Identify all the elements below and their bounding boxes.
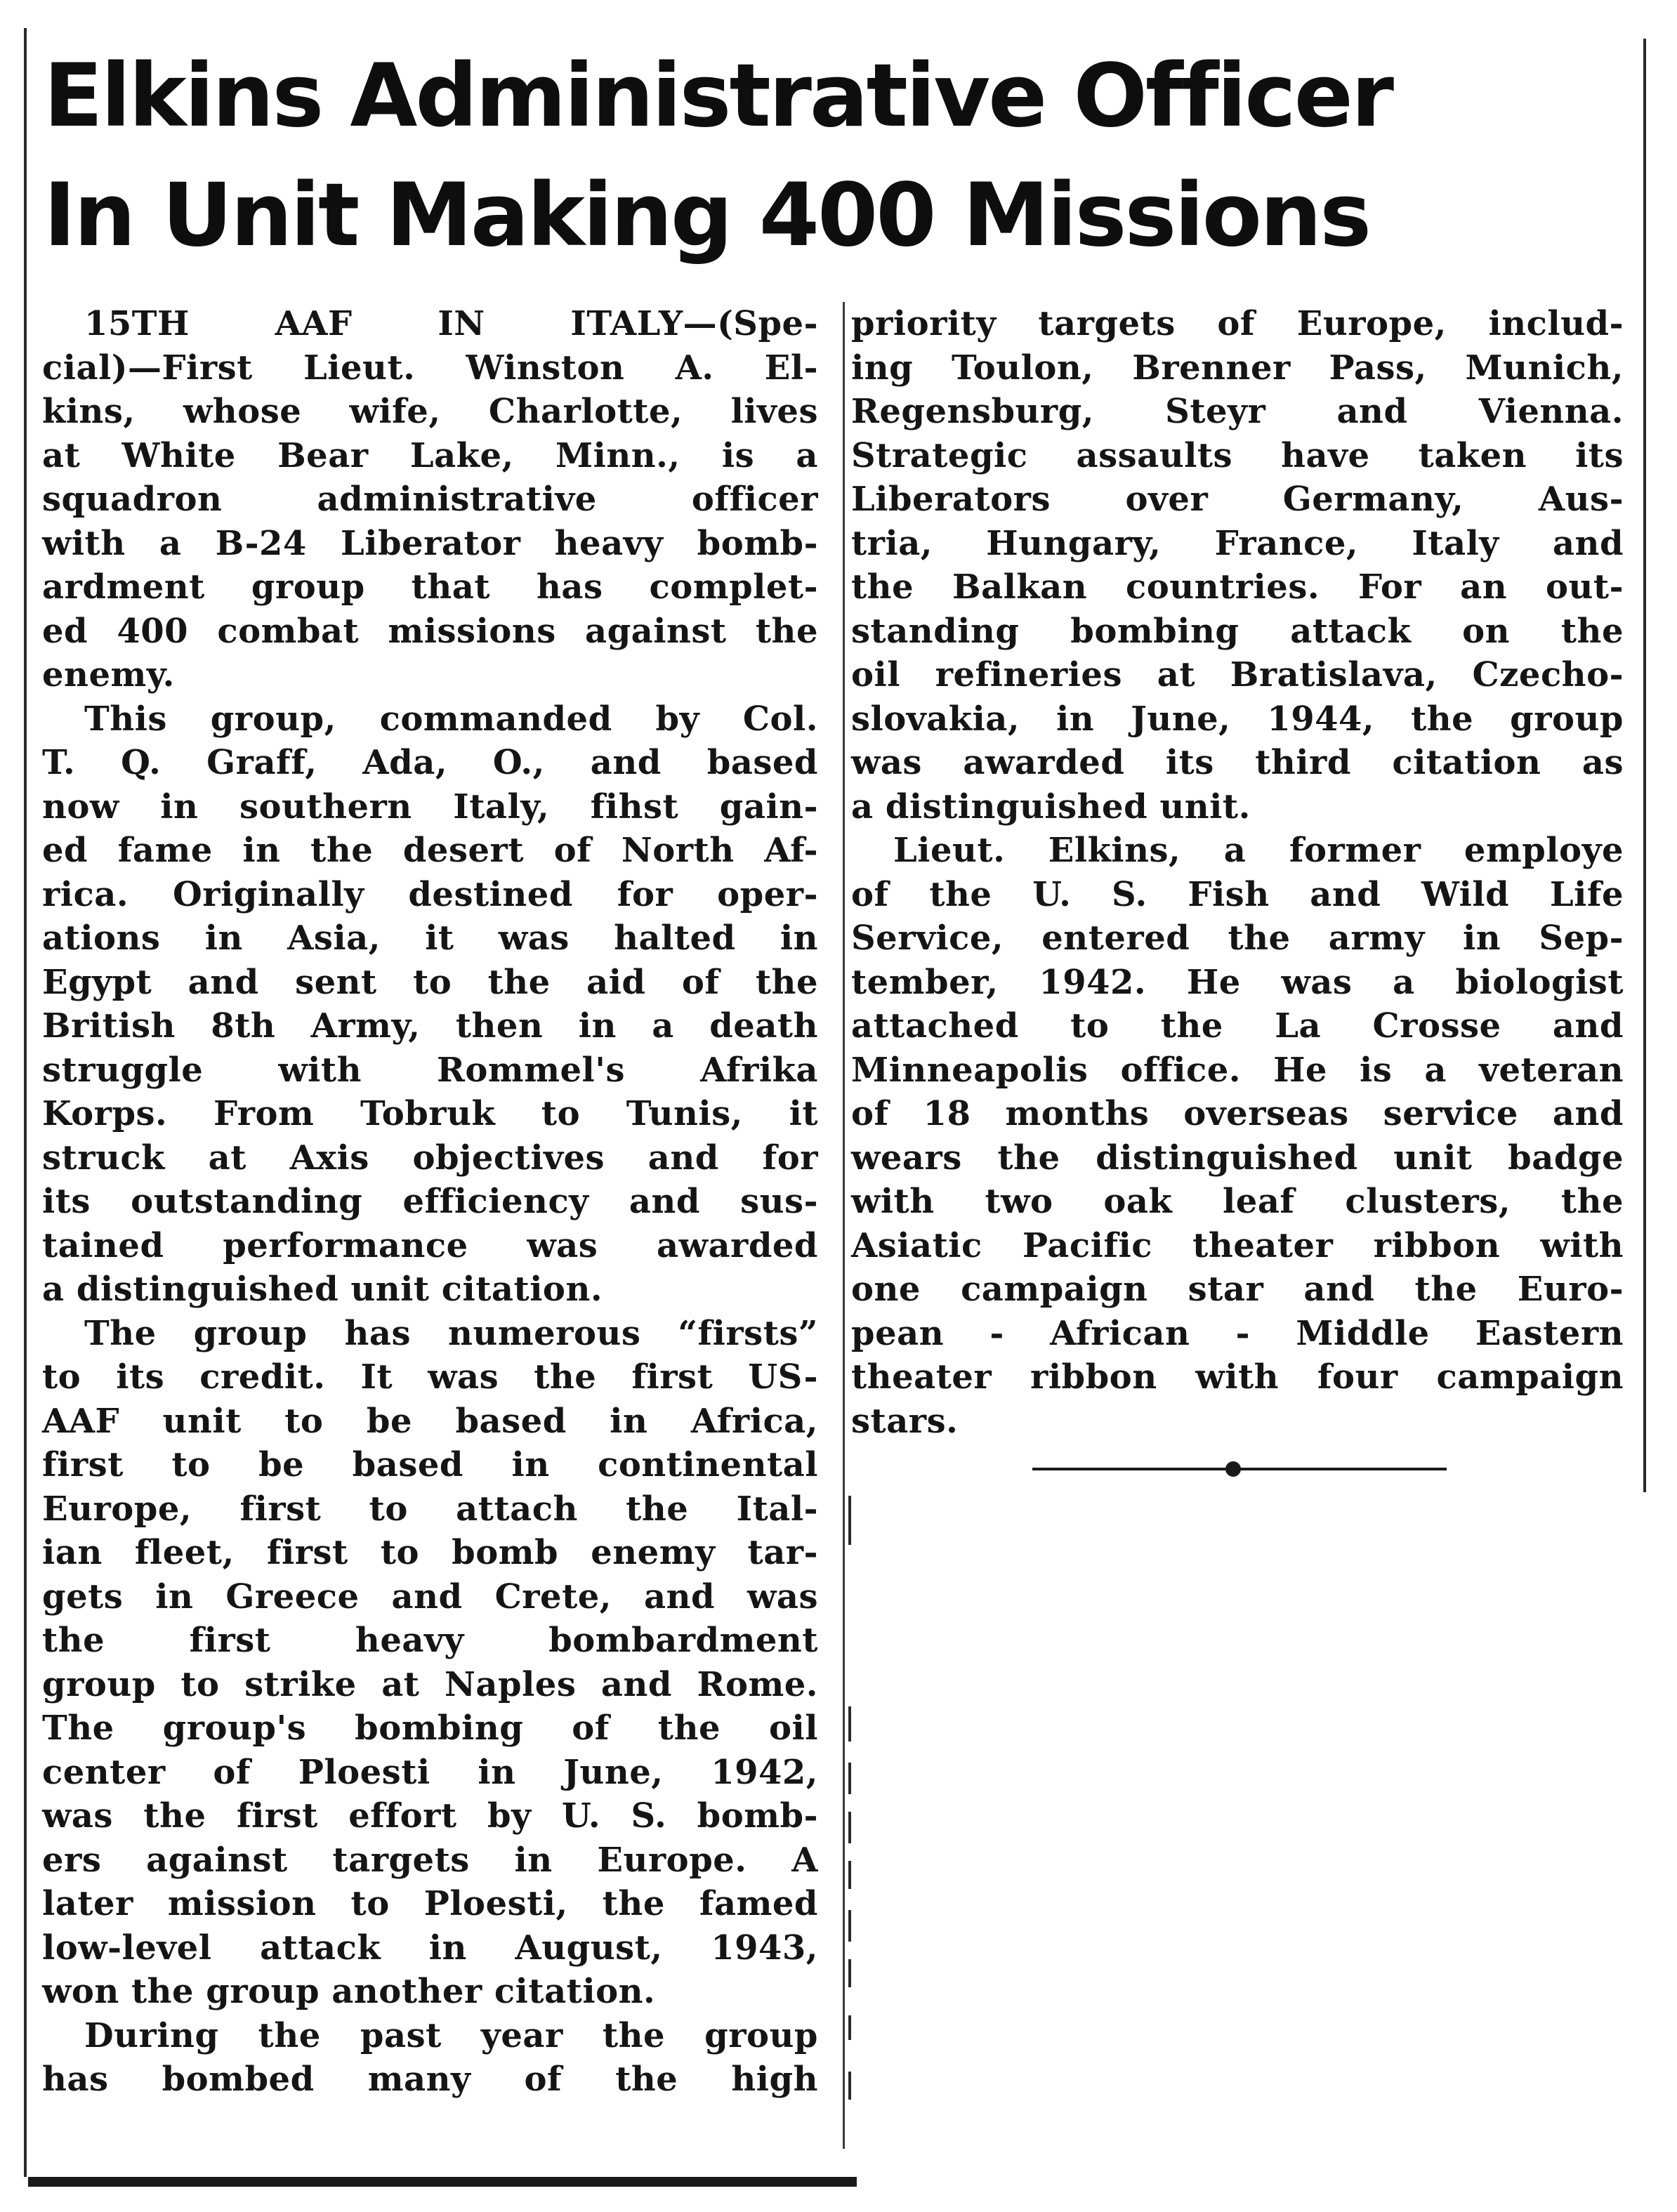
left-column-text-line: at White Bear Lake, Minn., is a [42, 435, 818, 475]
right-column-text-line: a distinguished unit. [851, 786, 1251, 827]
left-column-text-line: Korps. From Tobruk to Tunis, it [42, 1094, 818, 1133]
left-column-text-line: group to strike at Naples and Rome. [42, 1664, 818, 1704]
left-column-text-line: won the group another citation. [42, 1972, 656, 2011]
left-column-text-line: tained performance was awarded [42, 1225, 818, 1265]
left-column-text-line: T. Q. Graff, Ada, O., and based [42, 743, 818, 782]
adjacent-column-edge [848, 1496, 862, 2128]
right-column-text-line: was awarded its third citation as [851, 743, 1624, 782]
right-column-text-line: attached to the La Crosse and [851, 1006, 1624, 1046]
left-column-text-line: low-level attack in August, 1943, [42, 1928, 818, 1968]
left-column-text-line: ers against targets in Europe. A [42, 1840, 818, 1880]
left-column-text-line: Europe, first to attach the Ital- [42, 1489, 818, 1529]
left-column-text-line: has bombed many of the high [42, 2060, 818, 2099]
left-border-rule [24, 28, 27, 2177]
left-column-text-line: squadron administrative officer [42, 480, 818, 519]
left-column-text-line: later mission to Ploesti, the famed [42, 1884, 818, 1923]
left-column-text-line: 15TH AAF IN ITALY—(Spe- [84, 304, 818, 343]
left-column-text-line: center of Ploesti in June, 1942, [42, 1752, 818, 1792]
headline [44, 37, 1631, 275]
right-column-text-line: one campaign star and the Euro- [851, 1270, 1624, 1309]
headline-line-1: Elkins Administrative Officer [44, 46, 1393, 147]
right-column-text-line: Minneapolis office. He is a veteran [851, 1050, 1624, 1090]
left-column-text-line: its outstanding efficiency and sus- [42, 1182, 818, 1221]
article-column-left [42, 302, 818, 2102]
right-border-rule [1643, 39, 1646, 1492]
left-column-text-line: kins, whose wife, Charlotte, lives [42, 392, 818, 431]
left-column-text-line: gets in Greece and Crete, and was [42, 1576, 818, 1617]
left-column-text-line: ed 400 combat missions against the [42, 611, 818, 651]
right-column-text-line: ing Toulon, Brenner Pass, Munich, [851, 348, 1624, 388]
right-column-text-line: Liberators over Germany, Aus- [851, 480, 1624, 519]
left-column-text-line: rica. Originally destined for oper- [42, 874, 818, 914]
right-column-text-line: wears the distinguished unit badge [851, 1138, 1624, 1178]
left-column-text-line: AAF unit to be based in Africa, [42, 1401, 818, 1441]
right-column-text-line: of 18 months overseas service and [851, 1094, 1624, 1133]
left-column-text-line: cial)—First Lieut. Winston A. El- [42, 348, 818, 388]
left-column-text-line: to its credit. It was the first US- [42, 1357, 818, 1397]
right-column-text-line: Service, entered the army in Sep- [851, 919, 1624, 958]
right-column-text-line: Regensburg, Steyr and Vienna. [851, 392, 1624, 431]
right-column-text-line: the Balkan countries. For an out- [851, 567, 1624, 607]
right-column-text-line: tria, Hungary, France, Italy and [851, 523, 1624, 563]
right-column-text-line: slovakia, in June, 1944, the group [851, 699, 1624, 739]
article-column-right [851, 302, 1624, 1443]
left-column-text-line: struggle with Rommel's Afrika [42, 1050, 818, 1090]
left-column-text-line: ardment group that has complet- [42, 567, 818, 607]
right-column-text-line: Strategic assaults have taken its [851, 435, 1624, 475]
left-column-text-line: The group has numerous “firsts” [84, 1313, 818, 1353]
right-column-text-line: of the U. S. Fish and Wild Life [851, 874, 1624, 914]
article-end-dot [1225, 1461, 1241, 1477]
left-column-text-line: British 8th Army, then in a death [42, 1006, 818, 1046]
left-column-text-line: ed fame in the desert of North Af- [42, 831, 818, 870]
right-column-text-line: tember, 1942. He was a biologist [851, 962, 1624, 1002]
left-column-text-line: first to be based in continental [42, 1445, 818, 1484]
left-column-text-line: with a B-24 Liberator heavy bomb- [42, 523, 818, 563]
headline-line-2: In Unit Making 400 Missions [44, 165, 1370, 266]
right-column-text-line: Asiatic Pacific theater ribbon with [851, 1225, 1624, 1265]
left-column-text-line: now in southern Italy, fihst gain- [42, 786, 818, 827]
left-column-text-line: Egypt and sent to the aid of the [42, 962, 818, 1002]
left-column-text-line: The group's bombing of the oil [42, 1709, 818, 1748]
left-column-text-line: the first heavy bombardment [42, 1621, 818, 1660]
left-column-text-line: This group, commanded by Col. [84, 699, 818, 739]
right-column-text-line: standing bombing attack on the [851, 611, 1624, 651]
right-column-text-line: pean - African - Middle Eastern [851, 1313, 1624, 1353]
left-column-text-line: ations in Asia, it was halted in [42, 919, 818, 958]
left-column-text-line: enemy. [42, 655, 175, 694]
right-column-text-line: theater ribbon with four campaign [851, 1357, 1624, 1397]
right-column-text-line: stars. [851, 1401, 959, 1441]
bottom-border-rule [28, 2177, 857, 2187]
right-column-text-line: oil refineries at Bratislava, Czecho- [851, 655, 1624, 694]
left-column-text-line: struck at Axis objectives and for [42, 1138, 818, 1178]
left-column-text-line: ian fleet, first to bomb enemy tar- [42, 1533, 818, 1572]
column-divider-rule [843, 302, 845, 2149]
right-column-text-line: Lieut. Elkins, a former employe [893, 831, 1624, 870]
right-column-text-line: with two oak leaf clusters, the [851, 1182, 1624, 1221]
left-column-text-line: During the past year the group [84, 2015, 818, 2055]
left-column-text-line: was the first effort by U. S. bomb- [42, 1796, 818, 1836]
left-column-text-line: a distinguished unit citation. [42, 1270, 603, 1309]
right-column-text-line: priority targets of Europe, includ- [851, 304, 1624, 343]
